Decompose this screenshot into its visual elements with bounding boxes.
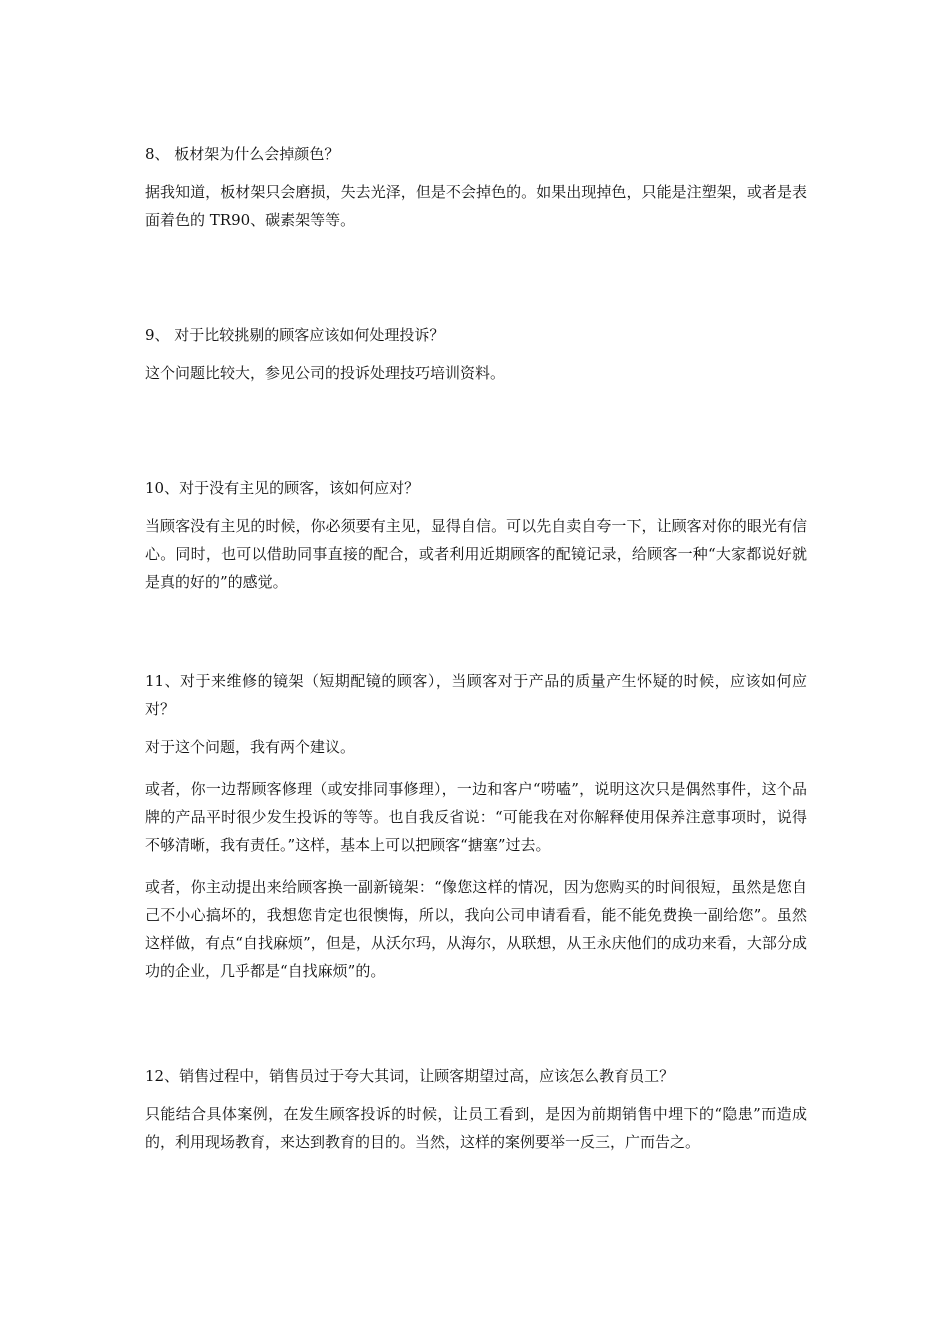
document-body — [145, 140, 807, 1170]
faq-item-12 — [145, 1062, 807, 1156]
answer-11-option-2: 或者，你主动提出来给顾客换一副新镜架：“像您这样的情况，因为您购买的时间很短，虽然是您自己不小心搞坏的，我想您肯定也很懊悔，所以，我向公司申请看看，能不能免费换一副给您”。虽然这样做，有点“自找麻烦”，但是，从沃尔玛，从海尔，从联想，从王永庆他们的成功来看，大部分成功的企业，几乎都是“自找麻烦”的。 — [145, 878, 807, 980]
faq-item-9 — [145, 321, 807, 474]
faq-item-11 — [145, 667, 807, 1062]
question-10: 10、对于没有主见的顾客，该如何应对？ — [145, 479, 420, 497]
answer-11-option-1: 或者，你一边帮顾客修理（或安排同事修理），一边和客户“唠嗑”，说明这次只是偶然事件，这个品牌的产品平时很少发生投诉的等等。也自我反省说：“可能我在对你解释使用保养注意事项时，说得不够清晰，我有责任。”这样，基本上可以把顾客“搪塞”过去。 — [145, 780, 807, 854]
question-8: 8、 板材架为什么会掉颜色？ — [145, 145, 340, 163]
answer-12: 只能结合具体案例，在发生顾客投诉的时候，让员工看到，是因为前期销售中埋下的“隐患”而造成的，利用现场教育，来达到教育的目的。当然，这样的案例要举一反三，广而告之。 — [145, 1105, 807, 1151]
answer-11-intro: 对于这个问题，我有两个建议。 — [145, 738, 356, 756]
answer-10: 当顾客没有主见的时候，你必须要有主见，显得自信。可以先自卖自夸一下，让顾客对你的眼光有信心。同时，也可以借助同事直接的配合，或者利用近期顾客的配镜记录，给顾客一种“大家都说好就是真的好的”的感觉。 — [145, 517, 807, 591]
question-12: 12、销售过程中，销售员过于夸大其词，让顾客期望过高，应该怎么教育员工？ — [145, 1067, 675, 1085]
answer-9: 这个问题比较大，参见公司的投诉处理技巧培训资料。 — [145, 364, 506, 382]
faq-item-10 — [145, 474, 807, 667]
question-11: 11、对于来维修的镜架（短期配镜的顾客），当顾客对于产品的质量产生怀疑的时候，应该如何应对？ — [145, 672, 807, 718]
answer-8: 据我知道，板材架只会磨损，失去光泽，但是不会掉色的。如果出现掉色，只能是注塑架，或者是表面着色的 TR90、碳素架等等。 — [145, 183, 807, 229]
question-9: 9、 对于比较挑剔的顾客应该如何处理投诉？ — [145, 326, 445, 344]
faq-item-8 — [145, 140, 807, 321]
